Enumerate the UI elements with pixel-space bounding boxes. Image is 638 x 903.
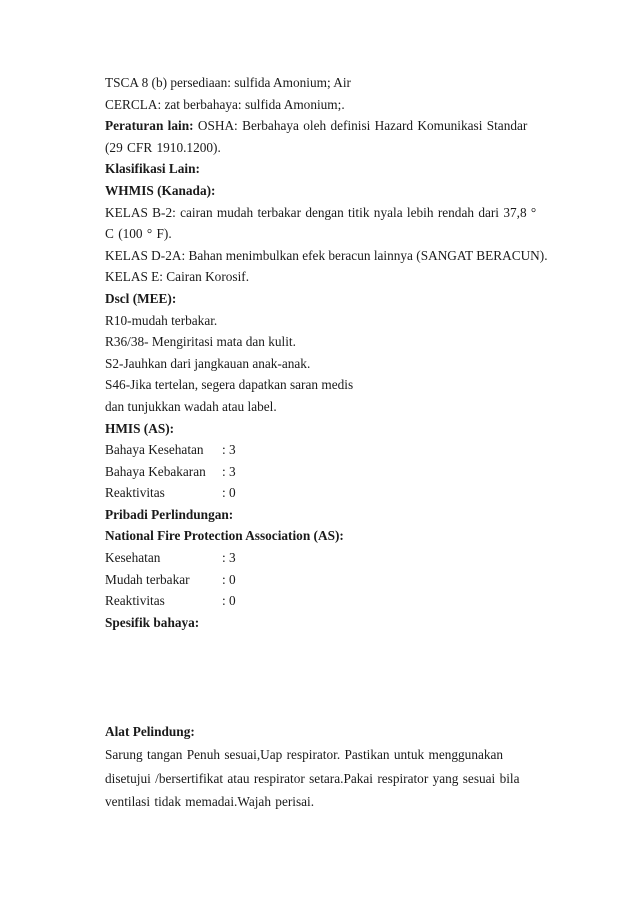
- hmis-key: Bahaya Kesehatan: [105, 442, 204, 458]
- s2-line: S2-Jauhkan dari jangkauan anak-anak.: [105, 355, 311, 371]
- hmis-key: Reaktivitas: [105, 485, 165, 501]
- hmis-heading: HMIS (AS):: [105, 420, 175, 436]
- kelas-d-line: KELAS D-2A: Bahan menimbulkan efek beracun lainnya (SANGAT BERACUN).: [105, 247, 548, 263]
- s46-continuation-line: dan tunjukkan wadah atau label.: [105, 398, 277, 414]
- document-page: [105, 72, 548, 814]
- hmis-row-kesehatan: [105, 439, 545, 461]
- nfpa-heading: National Fire Protection Association (AS):: [105, 528, 344, 544]
- blank-space: [105, 633, 545, 721]
- nfpa-row-mudah-terbakar: [105, 569, 545, 591]
- r36-line: R36/38- Mengiritasi mata dan kulit.: [105, 334, 296, 350]
- kelas-b-paragraph: KELAS B-2: cairan mudah terbakar dengan titik nyala lebih rendah dari 37,8 ° C (100 ° F).: [105, 204, 537, 242]
- hmis-key: Bahaya Kebakaran: [105, 463, 206, 479]
- hmis-value: : 0: [222, 485, 236, 501]
- nfpa-value: : 3: [222, 550, 236, 566]
- r10-line: R10-mudah terbakar.: [105, 312, 218, 328]
- nfpa-value: : 0: [222, 571, 236, 587]
- hmis-value: : 3: [222, 442, 236, 458]
- peraturan-label: Peraturan lain:: [105, 118, 194, 134]
- whmis-heading: WHMIS (Kanada):: [105, 182, 216, 198]
- hmis-row-reaktivitas: [105, 482, 545, 504]
- alat-pelindung-heading: Alat Pelindung:: [105, 724, 195, 740]
- peraturan-paragraph: [105, 115, 545, 158]
- nfpa-key: Kesehatan: [105, 550, 161, 566]
- pribadi-heading: Pribadi Perlindungan:: [105, 506, 234, 522]
- tsca-line: TSCA 8 (b) persediaan: sulfida Amonium; Air: [105, 75, 351, 90]
- klasifikasi-heading: Klasifikasi Lain:: [105, 161, 200, 177]
- alat-pelindung-paragraph: Sarung tangan Penuh sesuai,Uap respirator. Pastikan untuk menggunakan disetujui /bersertifikat atau respirator setara.Pakai respirator yang sesuai bila ventilasi tidak memadai.Wajah perisai.: [105, 747, 520, 810]
- nfpa-key: Reaktivitas: [105, 593, 165, 609]
- s46-line: S46-Jika tertelan, segera dapatkan saran medis: [105, 377, 354, 393]
- hmis-row-kebakaran: [105, 461, 545, 483]
- peraturan-text: OSHA: Berbahaya oleh definisi Hazard Komunikasi Standar (29 CFR 1910.1200).: [105, 118, 528, 155]
- hmis-value: : 3: [222, 463, 236, 479]
- cercla-line: CERCLA: zat berbahaya: sulfida Amonium;.: [105, 96, 345, 112]
- nfpa-value: : 0: [222, 593, 236, 609]
- kelas-e-line: KELAS E: Cairan Korosif.: [105, 269, 250, 285]
- spesifik-bahaya-heading: Spesifik bahaya:: [105, 614, 200, 630]
- dscl-heading: Dscl (MEE):: [105, 290, 177, 306]
- nfpa-key: Mudah terbakar: [105, 571, 190, 587]
- nfpa-row-reaktivitas: [105, 590, 545, 612]
- nfpa-row-kesehatan: [105, 547, 545, 569]
